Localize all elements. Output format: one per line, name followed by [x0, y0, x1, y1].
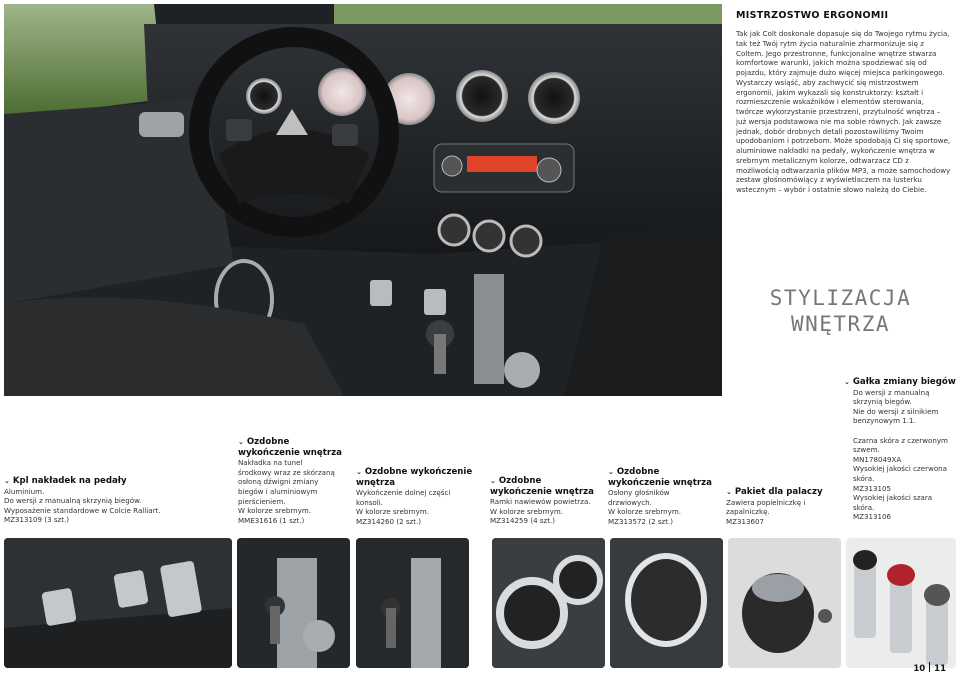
caption-vent-trim: ⌄ Ozdobne wykończenie wnętrza Ramki nawiewów powietrza. W kolorze srebrnym. MZ314259 (4 szt.) — [490, 476, 605, 526]
caption-title: ⌄ Pakiet dla palaczy — [726, 487, 823, 497]
chevron-down-icon: ⌄ — [608, 468, 614, 476]
chevron-down-icon: ⌄ — [844, 378, 850, 386]
page-number-divider — [929, 662, 930, 672]
thumb-gear-knobs-photo — [846, 538, 956, 668]
section-title-line2: WNĘTRZA — [790, 312, 890, 336]
page-numbers — [913, 662, 946, 674]
caption-title: ⌄ Gałka zmiany biegów — [844, 377, 956, 387]
section-title-line1: STYLIZACJA — [769, 286, 912, 310]
thumb-vent-trim-photo — [492, 538, 605, 668]
caption-console-trim: ⌄ Ozdobne wykończenie wnętrza Wykończenie dolnej części konsoli. W kolorze srebrnym. MZ314260 (2 szt.) — [356, 467, 476, 527]
caption-title: ⌄ Ozdobne wykończenie wnętrza — [608, 467, 712, 488]
chevron-down-icon: ⌄ — [726, 488, 732, 496]
caption-title: ⌄ Kpl nakładek na pedały — [4, 476, 127, 486]
intro-heading: MISTRZOSTWO ERGONOMII — [736, 10, 889, 21]
page-number-left: 10 — [913, 664, 926, 674]
caption-title: ⌄ Ozdobne wykończenie wnętrza — [356, 467, 473, 488]
section-title — [728, 285, 953, 337]
caption-speaker-trim: ⌄ Ozdobne wykończenie wnętrza Osłony głośników drzwiowych. W kolorze srebrnym. MZ313572 (2 szt.) — [608, 467, 723, 527]
chevron-down-icon: ⌄ — [490, 477, 496, 485]
caption-gear-knob: ⌄ Gałka zmiany biegów Do wersji z manualną skrzynią biegów. Nie do wersji z silnikiem benzynowym 1.1. Czarna skóra z czerwonym szwem. MN178049XA Wysokiej jakości czerwona skóra. MZ313105 Wysokiej jakości szara skóra. MZ313106 — [844, 377, 956, 522]
hero-interior-photo — [4, 4, 722, 396]
thumb-smoker-pack-photo — [728, 538, 841, 668]
chevron-down-icon: ⌄ — [4, 477, 10, 485]
chevron-down-icon: ⌄ — [356, 468, 362, 476]
thumb-tunnel-trim-photo — [237, 538, 350, 668]
intro-body: Tak jak Colt doskonale dopasuje się do Twojego rytmu życia, tak też Twój rytm życia naturalnie zharmonizuje się z Coltem. Jego przestronne, funkcjonalne wnętrze stwarza komfortowe warunki, jakich można spodziewać się od pojazdu, który zajmuje dużo więcej miejsca parkingowego. Wystarczy wsiąść, aby zachwycić się mistrzostwem ergonomii, jakim wykazali się konstruktorzy: kształt i rozmieszczenie wskaźników i elementów sterowania, twórcze wykorzystanie przestrzeni, przytulność wnętrza – już wersja podstawowa nie ma sobie równych. Jak zawsze jednak, dobór drobnych detali pozostawiliśmy Twoim upodobaniom i potrzebom. Może spodobają Ci się sportowe, aluminiowe nakładki na pedały, wykończenie wnętrza w srebrnym metalicznym kolorze, odtwarzacz CD z możliwością odtwarzania plików MP3, a może samochodowy zestaw głośnomówiący z wyświetlaczem na lusterku wstecznym – wybór i ostatnie słowo należą do Ciebie. — [736, 29, 951, 194]
caption-pedal-covers: ⌄ Kpl nakładek na pedały Aluminium. Do wersji z manualną skrzynią biegów. Wyposażenie standardowe w Colcie Ralliart. MZ313109 (3 szt.) — [4, 476, 234, 525]
thumb-speaker-trim-photo — [610, 538, 723, 668]
caption-smoker-pack: ⌄ Pakiet dla palaczy Zawiera popielniczkę i zapalniczkę. MZ313607 — [726, 487, 838, 526]
caption-title: ⌄ Ozdobne wykończenie wnętrza — [490, 476, 594, 497]
caption-title: ⌄ Ozdobne wykończenie wnętrza — [238, 437, 342, 458]
page-number-right: 11 — [934, 664, 946, 674]
thumb-console-trim-photo — [356, 538, 469, 668]
chevron-down-icon: ⌄ — [238, 438, 244, 446]
caption-tunnel-trim: ⌄ Ozdobne wykończenie wnętrza Nakładka na tunel środkowy wraz ze skórzaną osłoną dźwigni zmiany biegów i aluminiowym pierścieniem. W kolorze srebrnym. MME31616 (1 szt.) — [238, 437, 350, 525]
thumb-pedals-photo — [4, 538, 232, 668]
